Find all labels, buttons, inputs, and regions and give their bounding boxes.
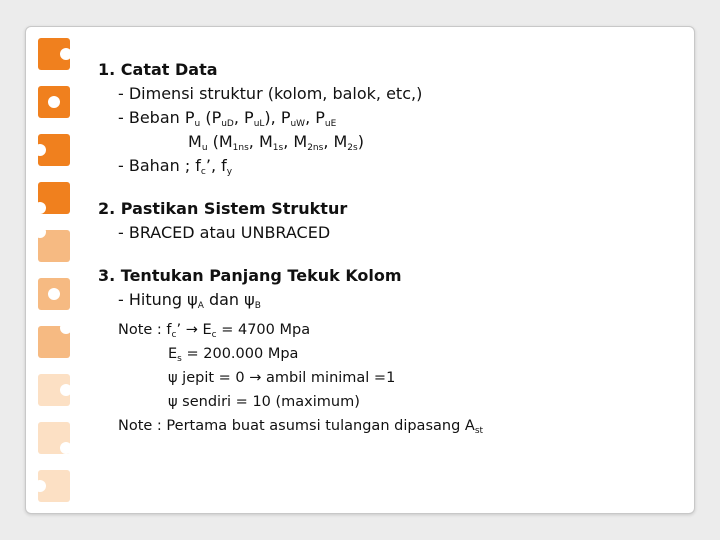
note-psi-sendiri — [98, 390, 678, 414]
deco-dot — [34, 226, 46, 238]
deco-dot — [60, 442, 72, 454]
arrow-right-icon: → — [185, 322, 198, 338]
subscript: uW — [290, 119, 306, 129]
text: = 4700 Mpa — [216, 322, 311, 338]
deco-dot — [60, 322, 72, 334]
text: Note : Pertama buat asumsi tulangan dipasang A — [118, 418, 475, 434]
text: sendiri = 10 (maximum) — [177, 394, 360, 410]
deco-dot — [48, 288, 60, 300]
deco-square-5 — [38, 230, 70, 262]
deco-square-10 — [38, 470, 70, 502]
text: - Dimensi struktur (kolom, balok, etc,) — [118, 84, 423, 103]
deco-dot — [34, 480, 46, 492]
subscript: uE — [324, 119, 337, 129]
subscript: s — [177, 354, 182, 364]
subscript: c — [200, 167, 206, 177]
psi-symbol: ψ — [168, 370, 178, 386]
line-moment — [98, 130, 678, 154]
deco-dot — [48, 96, 60, 108]
section-title-catat-data: 1. Catat Data — [98, 60, 218, 79]
subscript: B — [254, 301, 261, 311]
text: Note : f — [118, 322, 172, 338]
text: ), P — [264, 108, 291, 127]
note-asumsi-tulangan — [98, 414, 678, 438]
text: , M — [248, 132, 273, 151]
deco-dot — [34, 202, 46, 214]
subscript: u — [201, 143, 208, 153]
deco-dot — [34, 144, 46, 156]
subscript: st — [474, 426, 484, 436]
note-psi-jepit — [98, 366, 678, 390]
section-gap — [98, 178, 678, 197]
text: , P — [233, 108, 254, 127]
text: , M — [323, 132, 348, 151]
section-gap — [98, 245, 678, 264]
line-beban — [98, 106, 678, 130]
line-braced — [98, 221, 678, 245]
subscript: 1ns — [232, 143, 249, 153]
subscript: 2s — [347, 143, 358, 153]
section-title-panjang-tekuk: 3. Tentukan Panjang Tekuk Kolom — [98, 266, 402, 285]
deco-square-3 — [38, 134, 70, 166]
text: E — [197, 322, 212, 338]
subscript: u — [194, 119, 201, 129]
subscript: 1s — [272, 143, 284, 153]
decorative-square-strip — [38, 38, 72, 498]
line-hitung-psi — [98, 288, 678, 312]
note-ec — [98, 318, 678, 342]
section-title-sistem-struktur: 2. Pastikan Sistem Struktur — [98, 199, 348, 218]
arrow-right-icon: → — [249, 370, 262, 386]
subscript: uD — [221, 119, 234, 129]
subscript: y — [226, 167, 233, 177]
note-es — [98, 342, 678, 366]
text: ) — [357, 132, 364, 151]
deco-square-2 — [38, 86, 70, 118]
subscript: 2ns — [307, 143, 324, 153]
slide-content — [98, 58, 678, 438]
deco-dot — [60, 48, 72, 60]
line-bahan — [98, 154, 678, 178]
text: = 200.000 Mpa — [181, 346, 299, 362]
subscript: A — [197, 301, 204, 311]
deco-dot — [60, 384, 72, 396]
text: - Beban P — [118, 108, 195, 127]
line-dimensi-struktur — [98, 82, 678, 106]
text: - Bahan ; f — [118, 156, 201, 175]
deco-square-8 — [38, 374, 70, 406]
deco-square-1 — [38, 38, 70, 70]
text: ambil minimal =1 — [261, 370, 396, 386]
subscript: uL — [253, 119, 265, 129]
text: (P — [200, 108, 222, 127]
text: dan — [203, 290, 245, 309]
text: ’ — [176, 322, 186, 338]
text: ’, f — [205, 156, 227, 175]
text: , P — [305, 108, 325, 127]
text: - Hitung — [118, 290, 188, 309]
text: , M — [283, 132, 308, 151]
subscript: c — [211, 330, 217, 340]
deco-square-9 — [38, 422, 70, 454]
text: (M — [207, 132, 233, 151]
text: - BRACED atau UNBRACED — [118, 223, 331, 242]
subscript: c — [171, 330, 177, 340]
deco-square-7 — [38, 326, 70, 358]
psi-symbol: ψ — [187, 290, 198, 309]
text: jepit = 0 — [177, 370, 250, 386]
text: E — [168, 346, 178, 362]
psi-symbol: ψ — [244, 290, 255, 309]
psi-symbol: ψ — [168, 394, 178, 410]
text: M — [188, 132, 202, 151]
deco-square-4 — [38, 182, 70, 214]
deco-square-6 — [38, 278, 70, 310]
